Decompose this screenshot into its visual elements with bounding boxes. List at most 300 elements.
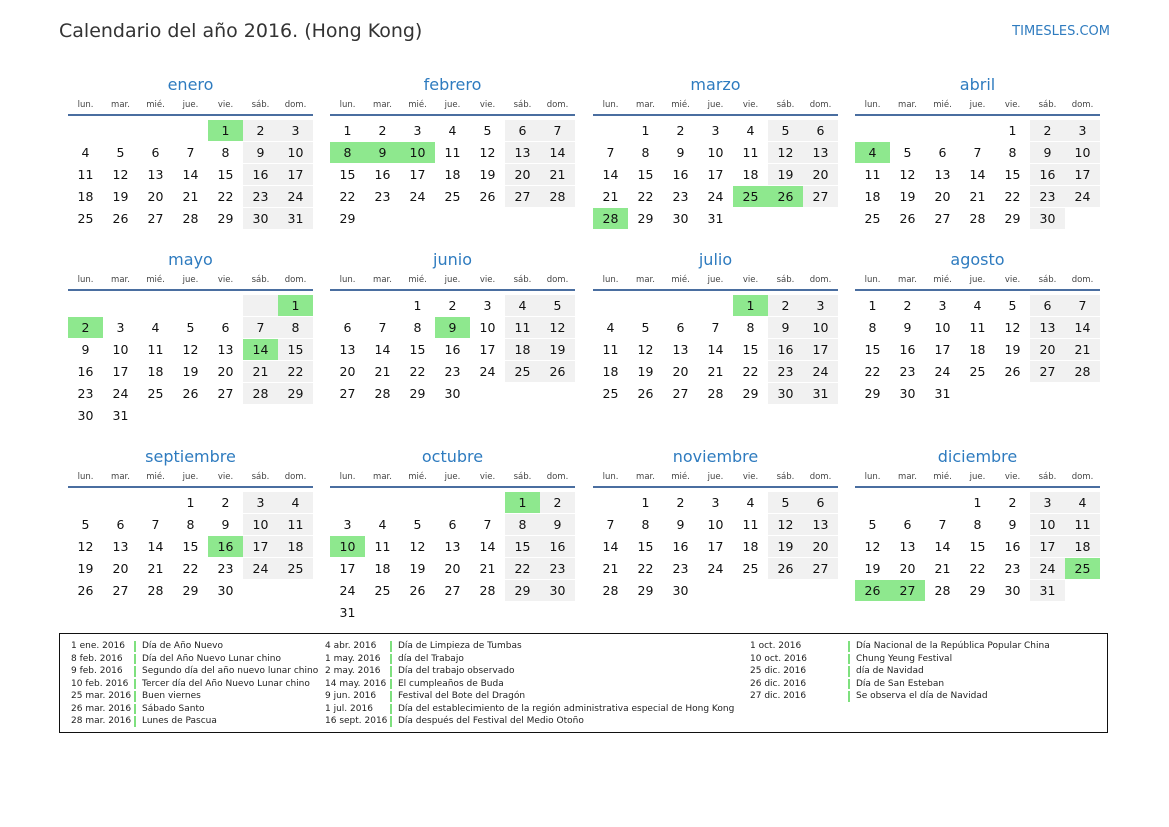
legend-holiday-name: Segundo día del año nuevo lunar chino <box>142 666 319 676</box>
day-cell: 7 <box>378 320 387 335</box>
day-cell: 30 <box>77 408 94 423</box>
day-cell: 29 <box>969 583 986 598</box>
weekday-label: mar. <box>373 472 392 482</box>
day-cell: 4 <box>151 320 160 335</box>
day-cell: 10 <box>707 517 724 532</box>
holiday-day-cell: 9 <box>365 142 400 163</box>
weekday-label: mié. <box>933 100 952 110</box>
day-cell: 23 <box>444 364 461 379</box>
legend-item <box>71 653 321 666</box>
weekday-label: sáb. <box>776 472 795 482</box>
legend-date: 1 may. 2016 <box>325 653 381 664</box>
day-cell: 29 <box>409 386 426 401</box>
day-cell: 12 <box>182 342 199 357</box>
day-cell: 11 <box>147 342 164 357</box>
legend-item <box>71 715 321 728</box>
day-cell: 24 <box>1065 186 1100 207</box>
day-cell: 6 <box>1030 295 1065 316</box>
day-cell: 26 <box>112 211 129 226</box>
day-cell: 1 <box>186 495 195 510</box>
legend-item <box>325 678 745 691</box>
holiday-day-cell: 26 <box>768 186 803 207</box>
holiday-day-cell: 16 <box>208 536 243 557</box>
day-cell: 16 <box>672 539 689 554</box>
day-cell: 7 <box>243 317 278 338</box>
weekday-header <box>593 98 838 114</box>
day-cell: 23 <box>540 558 575 579</box>
day-cell: 21 <box>602 189 619 204</box>
day-cell: 27 <box>1030 361 1065 382</box>
day-cell: 28 <box>934 583 951 598</box>
day-cell: 21 <box>540 164 575 185</box>
day-cell: 28 <box>479 583 496 598</box>
legend-item <box>71 703 321 716</box>
weekday-label: dom. <box>1071 275 1094 285</box>
weekday-label: mié. <box>671 100 690 110</box>
legend-holiday-name: Día de Limpieza de Tumbas <box>398 641 522 651</box>
day-cell: 8 <box>746 320 755 335</box>
day-cell: 6 <box>448 517 457 532</box>
weekday-label: jue. <box>444 100 461 110</box>
month-agosto <box>855 249 1100 429</box>
day-cell: 30 <box>672 583 689 598</box>
day-cell: 10 <box>278 142 313 163</box>
day-cell: 16 <box>374 167 391 182</box>
day-cell: 22 <box>505 558 540 579</box>
day-cell: 3 <box>413 123 422 138</box>
weekday-label: mié. <box>408 275 427 285</box>
month-divider <box>593 486 838 488</box>
day-cell: 22 <box>409 364 426 379</box>
day-cell: 7 <box>540 120 575 141</box>
day-cell: 20 <box>1030 339 1065 360</box>
weekday-label: sáb. <box>1038 100 1057 110</box>
day-cell: 16 <box>768 339 803 360</box>
legend-holiday-name: Día después del Festival del Medio Otoño <box>398 716 584 726</box>
day-cell: 22 <box>182 561 199 576</box>
day-cell: 19 <box>768 536 803 557</box>
day-cell: 29 <box>1004 211 1021 226</box>
day-cell: 4 <box>1065 492 1100 513</box>
day-cell: 30 <box>899 386 916 401</box>
day-cell: 30 <box>540 580 575 601</box>
day-cell: 18 <box>374 561 391 576</box>
day-cell: 26 <box>1004 364 1021 379</box>
day-cell: 19 <box>112 189 129 204</box>
day-cell: 10 <box>707 145 724 160</box>
weekday-label: jue. <box>707 472 724 482</box>
day-cell: 24 <box>112 386 129 401</box>
weekday-label: jue. <box>182 472 199 482</box>
day-cell: 15 <box>637 167 654 182</box>
day-cell: 31 <box>112 408 129 423</box>
weekday-label: vie. <box>1004 100 1021 110</box>
legend-date: 8 feb. 2016 <box>71 653 123 664</box>
day-cell: 27 <box>672 386 689 401</box>
day-cell: 24 <box>1030 558 1065 579</box>
day-cell: 5 <box>81 517 90 532</box>
day-cell: 5 <box>903 145 912 160</box>
day-cell: 3 <box>243 492 278 513</box>
day-cell: 20 <box>934 189 951 204</box>
day-cell: 20 <box>803 164 838 185</box>
day-cell: 30 <box>217 583 234 598</box>
day-cell: 16 <box>1030 164 1065 185</box>
day-cell: 7 <box>711 320 720 335</box>
day-cell: 21 <box>479 561 496 576</box>
day-cell: 21 <box>243 361 278 382</box>
day-cell: 25 <box>864 211 881 226</box>
day-cell: 15 <box>182 539 199 554</box>
legend-holiday-name: Se observa el día de Navidad <box>856 691 988 701</box>
day-cell: 25 <box>147 386 164 401</box>
weekday-label: lun. <box>77 472 94 482</box>
month-title: abril <box>959 75 996 94</box>
day-cell: 19 <box>637 364 654 379</box>
day-cell: 5 <box>540 295 575 316</box>
day-cell: 12 <box>637 342 654 357</box>
day-cell: 22 <box>742 364 759 379</box>
day-cell: 11 <box>742 145 759 160</box>
day-cell: 29 <box>637 583 654 598</box>
day-cell: 1 <box>973 495 982 510</box>
legend-date: 14 may. 2016 <box>325 678 387 689</box>
day-cell: 21 <box>969 189 986 204</box>
day-cell: 28 <box>1065 361 1100 382</box>
day-cell: 22 <box>637 189 654 204</box>
weekday-header <box>855 98 1100 114</box>
day-cell: 19 <box>768 164 803 185</box>
weekday-header <box>855 470 1100 486</box>
weekday-label: sáb. <box>1038 472 1057 482</box>
day-cell: 29 <box>217 211 234 226</box>
day-cell: 17 <box>803 339 838 360</box>
weekday-label: jue. <box>969 275 986 285</box>
legend-holiday-name: Día de San Esteban <box>856 678 945 689</box>
legend-holiday-name: Día del establecimiento de la región administrativa especial de Hong Kong <box>398 703 735 714</box>
day-cell: 9 <box>81 342 90 357</box>
legend-column <box>750 640 1080 703</box>
day-cell: 28 <box>540 186 575 207</box>
day-cell: 2 <box>378 123 387 138</box>
legend-item <box>325 665 745 678</box>
month-title: diciembre <box>937 447 1018 466</box>
month-title: julio <box>698 250 733 269</box>
weekday-label: sáb. <box>251 100 270 110</box>
day-cell: 21 <box>147 561 164 576</box>
weekday-label: mié. <box>408 472 427 482</box>
weekday-label: sáb. <box>776 100 795 110</box>
day-cell: 19 <box>540 339 575 360</box>
day-cell: 7 <box>606 517 615 532</box>
day-cell: 8 <box>278 317 313 338</box>
weekday-label: lun. <box>339 275 356 285</box>
day-cell: 24 <box>934 364 951 379</box>
day-cell: 4 <box>278 492 313 513</box>
day-cell: 6 <box>505 120 540 141</box>
day-cell: 13 <box>803 514 838 535</box>
weekday-label: dom. <box>284 275 307 285</box>
day-cell: 29 <box>637 211 654 226</box>
day-cell: 17 <box>707 167 724 182</box>
day-cell: 24 <box>339 583 356 598</box>
day-cell: 19 <box>864 561 881 576</box>
weekday-label: mié. <box>933 275 952 285</box>
day-cell: 14 <box>1065 317 1100 338</box>
day-cell: 11 <box>505 317 540 338</box>
day-cell: 15 <box>637 539 654 554</box>
month-title: mayo <box>168 250 213 269</box>
day-cell: 17 <box>479 342 496 357</box>
weekday-label: vie. <box>217 472 234 482</box>
day-cell: 11 <box>864 167 881 182</box>
day-cell: 30 <box>243 208 278 229</box>
day-cell: 3 <box>803 295 838 316</box>
day-cell: 13 <box>147 167 164 182</box>
day-cell: 25 <box>969 364 986 379</box>
day-cell: 25 <box>374 583 391 598</box>
day-cell: 21 <box>374 364 391 379</box>
holiday-day-cell: 1 <box>733 295 768 316</box>
day-cell: 1 <box>1008 123 1017 138</box>
month-febrero <box>330 74 575 254</box>
day-cell: 3 <box>711 495 720 510</box>
holiday-legend <box>59 633 1108 733</box>
day-cell: 19 <box>479 167 496 182</box>
day-cell: 23 <box>217 561 234 576</box>
day-cell: 24 <box>803 361 838 382</box>
holiday-day-cell: 1 <box>505 492 540 513</box>
day-cell: 15 <box>339 167 356 182</box>
day-cell: 6 <box>903 517 912 532</box>
day-cell: 6 <box>151 145 160 160</box>
day-cell: 21 <box>934 561 951 576</box>
weekday-header <box>330 98 575 114</box>
day-cell: 22 <box>278 361 313 382</box>
weekday-label: vie. <box>479 100 496 110</box>
month-abril <box>855 74 1100 254</box>
legend-holiday-name: día de Navidad <box>856 666 924 676</box>
day-cell: 29 <box>505 580 540 601</box>
page-title: Calendario del año 2016. (Hong Kong) <box>59 20 423 42</box>
day-cell: 9 <box>768 317 803 338</box>
day-cell: 21 <box>182 189 199 204</box>
day-cell: 8 <box>641 145 650 160</box>
weekday-label: lun. <box>339 472 356 482</box>
day-cell: 19 <box>182 364 199 379</box>
day-cell: 22 <box>217 189 234 204</box>
month-title: marzo <box>690 75 741 94</box>
day-cell: 7 <box>973 145 982 160</box>
legend-date: 26 dic. 2016 <box>750 678 807 689</box>
weekday-header <box>855 273 1100 289</box>
day-cell: 11 <box>1065 514 1100 535</box>
month-divider <box>330 114 575 116</box>
weekend-cell <box>243 295 278 316</box>
legend-date: 10 oct. 2016 <box>750 653 807 664</box>
day-cell: 20 <box>112 561 129 576</box>
day-cell: 20 <box>147 189 164 204</box>
legend-item <box>325 653 745 666</box>
day-cell: 9 <box>676 517 685 532</box>
day-cell: 13 <box>444 539 461 554</box>
day-cell: 26 <box>77 583 94 598</box>
month-title: junio <box>433 250 472 269</box>
day-cell: 12 <box>479 145 496 160</box>
day-cell: 6 <box>116 517 125 532</box>
day-cell: 16 <box>243 164 278 185</box>
day-cell: 9 <box>221 517 230 532</box>
day-cell: 10 <box>112 342 129 357</box>
legend-date: 25 dic. 2016 <box>750 666 807 676</box>
day-cell: 22 <box>1004 189 1021 204</box>
weekday-label: sáb. <box>513 100 532 110</box>
day-cell: 5 <box>768 492 803 513</box>
brand-link[interactable]: TIMESLES.COM <box>1012 24 1110 39</box>
weekday-label: jue. <box>969 100 986 110</box>
legend-item <box>750 690 1080 703</box>
day-cell: 1 <box>868 298 877 313</box>
day-cell: 23 <box>1030 186 1065 207</box>
legend-holiday-name: día del Trabajo <box>398 653 464 664</box>
day-cell: 19 <box>899 189 916 204</box>
day-cell: 27 <box>934 211 951 226</box>
day-cell: 24 <box>243 558 278 579</box>
month-title: agosto <box>950 250 1005 269</box>
day-cell: 5 <box>641 320 650 335</box>
day-cell: 13 <box>1030 317 1065 338</box>
weekday-label: mar. <box>373 275 392 285</box>
weekday-label: mié. <box>671 472 690 482</box>
day-cell: 13 <box>899 539 916 554</box>
month-divider <box>68 114 313 116</box>
day-cell: 5 <box>868 517 877 532</box>
weekday-label: vie. <box>742 100 759 110</box>
day-cell: 28 <box>147 583 164 598</box>
day-cell: 7 <box>606 145 615 160</box>
legend-item <box>750 640 1080 653</box>
day-cell: 2 <box>1008 495 1017 510</box>
weekday-label: jue. <box>707 275 724 285</box>
holiday-day-cell: 26 <box>855 580 890 601</box>
month-divider <box>330 289 575 291</box>
day-cell: 12 <box>77 539 94 554</box>
holiday-day-cell: 14 <box>243 339 278 360</box>
day-cell: 19 <box>77 561 94 576</box>
day-cell: 9 <box>1030 142 1065 163</box>
day-cell: 6 <box>938 145 947 160</box>
weekday-label: sáb. <box>1038 275 1057 285</box>
legend-date: 1 jul. 2016 <box>325 703 373 714</box>
day-cell: 18 <box>602 364 619 379</box>
weekday-label: mar. <box>636 472 655 482</box>
day-cell: 29 <box>864 386 881 401</box>
day-cell: 14 <box>934 539 951 554</box>
day-cell: 18 <box>77 189 94 204</box>
day-cell: 28 <box>182 211 199 226</box>
day-cell: 11 <box>742 517 759 532</box>
day-cell: 24 <box>707 561 724 576</box>
day-cell: 19 <box>409 561 426 576</box>
day-cell: 26 <box>182 386 199 401</box>
weekday-label: mié. <box>146 472 165 482</box>
month-diciembre <box>855 446 1100 626</box>
day-cell: 12 <box>540 317 575 338</box>
day-cell: 8 <box>413 320 422 335</box>
day-cell: 16 <box>540 536 575 557</box>
day-cell: 17 <box>1030 536 1065 557</box>
day-cell: 8 <box>973 517 982 532</box>
day-cell: 20 <box>803 536 838 557</box>
month-septiembre <box>68 446 313 626</box>
day-cell: 21 <box>707 364 724 379</box>
holiday-day-cell: 1 <box>208 120 243 141</box>
day-cell: 6 <box>343 320 352 335</box>
legend-item <box>71 665 321 678</box>
weekday-label: mar. <box>111 275 130 285</box>
day-cell: 31 <box>1030 580 1065 601</box>
day-cell: 15 <box>864 342 881 357</box>
day-cell: 7 <box>483 517 492 532</box>
month-noviembre <box>593 446 838 626</box>
day-cell: 4 <box>973 298 982 313</box>
day-cell: 12 <box>1004 320 1021 335</box>
day-cell: 10 <box>479 320 496 335</box>
day-cell: 4 <box>448 123 457 138</box>
legend-holiday-name: Sábado Santo <box>142 703 205 714</box>
weekday-label: vie. <box>742 275 759 285</box>
legend-date: 10 feb. 2016 <box>71 678 129 689</box>
month-divider <box>855 289 1100 291</box>
day-cell: 22 <box>637 561 654 576</box>
day-cell: 8 <box>505 514 540 535</box>
weekday-label: lun. <box>77 100 94 110</box>
legend-item <box>325 715 745 728</box>
weekday-label: jue. <box>182 100 199 110</box>
day-cell: 18 <box>742 539 759 554</box>
day-cell: 14 <box>969 167 986 182</box>
legend-item <box>325 640 745 653</box>
weekday-label: mié. <box>408 100 427 110</box>
day-cell: 18 <box>505 339 540 360</box>
holiday-day-cell: 1 <box>278 295 313 316</box>
day-cell: 3 <box>483 298 492 313</box>
day-cell: 26 <box>479 189 496 204</box>
day-cell: 18 <box>278 536 313 557</box>
day-cell: 11 <box>278 514 313 535</box>
day-cell: 24 <box>278 186 313 207</box>
day-cell: 18 <box>969 342 986 357</box>
month-title: septiembre <box>145 447 236 466</box>
day-cell: 29 <box>339 211 356 226</box>
day-cell: 26 <box>637 386 654 401</box>
day-cell: 2 <box>903 298 912 313</box>
weekday-label: jue. <box>444 275 461 285</box>
legend-holiday-name: Día del Año Nuevo Lunar chino <box>142 653 282 664</box>
day-cell: 25 <box>77 211 94 226</box>
day-cell: 30 <box>672 211 689 226</box>
legend-item <box>71 640 321 653</box>
legend-date: 26 mar. 2016 <box>71 703 132 714</box>
day-cell: 30 <box>768 383 803 404</box>
holiday-day-cell: 10 <box>330 536 365 557</box>
legend-item <box>71 690 321 703</box>
day-cell: 2 <box>243 120 278 141</box>
day-cell: 20 <box>899 561 916 576</box>
day-cell: 4 <box>378 517 387 532</box>
legend-date: 16 sept. 2016 <box>325 716 388 726</box>
weekday-label: jue. <box>444 472 461 482</box>
